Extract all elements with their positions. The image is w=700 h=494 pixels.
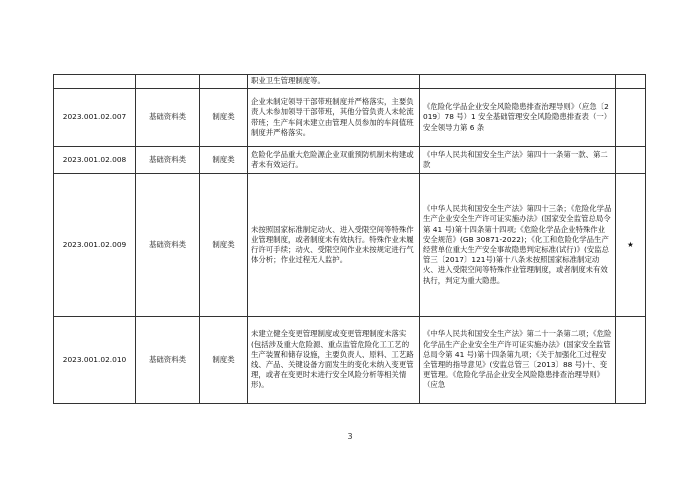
row-code: 2023.001.02.007 bbox=[54, 89, 136, 147]
row-mark bbox=[616, 89, 646, 147]
row-description: 企业未制定领导干部带班制度并严格落实，主要负责人未参加领导干部带班，其他分管负责人未轮流带班；生产车间未建立由管理人员参加的车间值班制度并严格落实。 bbox=[248, 89, 420, 147]
row-category bbox=[136, 75, 200, 89]
table-row bbox=[54, 317, 646, 404]
row-type: 制度类 bbox=[200, 147, 248, 174]
row-basis: 《中华人民共和国安全生产法》第四十一条第一款、第二款 bbox=[420, 147, 616, 174]
row-description: 危险化学品重大危险源企业双重预防机制未构建或者未有效运行。 bbox=[248, 147, 420, 174]
table-row bbox=[54, 147, 646, 174]
row-basis: 《危险化学品企业安全风险隐患排查治理导则》（应急〔2019〕78 号）1 安全基础管理安全风险隐患排查表（一）安全领导力第 6 条 bbox=[420, 89, 616, 147]
table-row bbox=[54, 174, 646, 317]
regulation-table bbox=[53, 74, 646, 404]
table-row bbox=[54, 75, 646, 89]
row-code bbox=[54, 75, 136, 89]
row-description: 未按照国家标准制定动火、进入受限空间等特殊作业管理制度，或者制度未有效执行。特殊作业未履行许可手续；动火、受限空间作业未按规定进行气体分析；作业过程无人监护。 bbox=[248, 174, 420, 317]
row-category: 基础资料类 bbox=[136, 174, 200, 317]
row-category: 基础资料类 bbox=[136, 317, 200, 404]
row-mark bbox=[616, 317, 646, 404]
row-code: 2023.001.02.009 bbox=[54, 174, 136, 317]
row-category: 基础资料类 bbox=[136, 89, 200, 147]
row-code: 2023.001.02.010 bbox=[54, 317, 136, 404]
row-description: 未建立健全变更管理制度或变更管理制度未落实(包括涉及重大危险源、重点监管危险化工工艺的生产装置和储存设施，主要负责人、原料、工艺路线、产品、关键设备方面发生的变化未纳入变更管理，或者在变更时未进行安全风险分析等相关情形)。 bbox=[248, 317, 420, 404]
row-type: 制度类 bbox=[200, 317, 248, 404]
row-code: 2023.001.02.008 bbox=[54, 147, 136, 174]
row-mark-star: ★ bbox=[616, 174, 646, 317]
table-row bbox=[54, 89, 646, 147]
row-type bbox=[200, 75, 248, 89]
row-description: 职业卫生管理制度等。 bbox=[248, 75, 420, 89]
row-basis: 《中华人民共和国安全生产法》第二十一条第二项；《危险化学品生产企业安全生产许可证实施办法》(国家安全监管总局令第 41 号)第十四条第九项；《关于加强化工过程安全管理的指导意见》(安监总管三〔2013〕88 号)十、变更管理。《危险化学品企业安全风险隐患排查治理导则》（应急 bbox=[420, 317, 616, 404]
row-category: 基础资料类 bbox=[136, 147, 200, 174]
row-type: 制度类 bbox=[200, 174, 248, 317]
row-basis: 《中华人民共和国安全生产法》第四十三条；《危险化学品生产企业安全生产许可证实施办法》(国家安全监管总局令第 41 号)第十四条第十四项;《危险化学品企业特殊作业安全规范》(GB 30871-2022)；《化工和危险化学品生产经营单位重大生产安全事故隐患判定标准(试行)》(安监总管三〔2017〕121号)第十八条未按照国家标准制定动火、进入受限空间等特殊作业管理制度，或者制度未有效执行，判定为重大隐患。 bbox=[420, 174, 616, 317]
row-basis bbox=[420, 75, 616, 89]
row-mark bbox=[616, 75, 646, 89]
row-mark bbox=[616, 147, 646, 174]
page-number: 3 bbox=[347, 432, 353, 441]
row-type: 制度类 bbox=[200, 89, 248, 147]
